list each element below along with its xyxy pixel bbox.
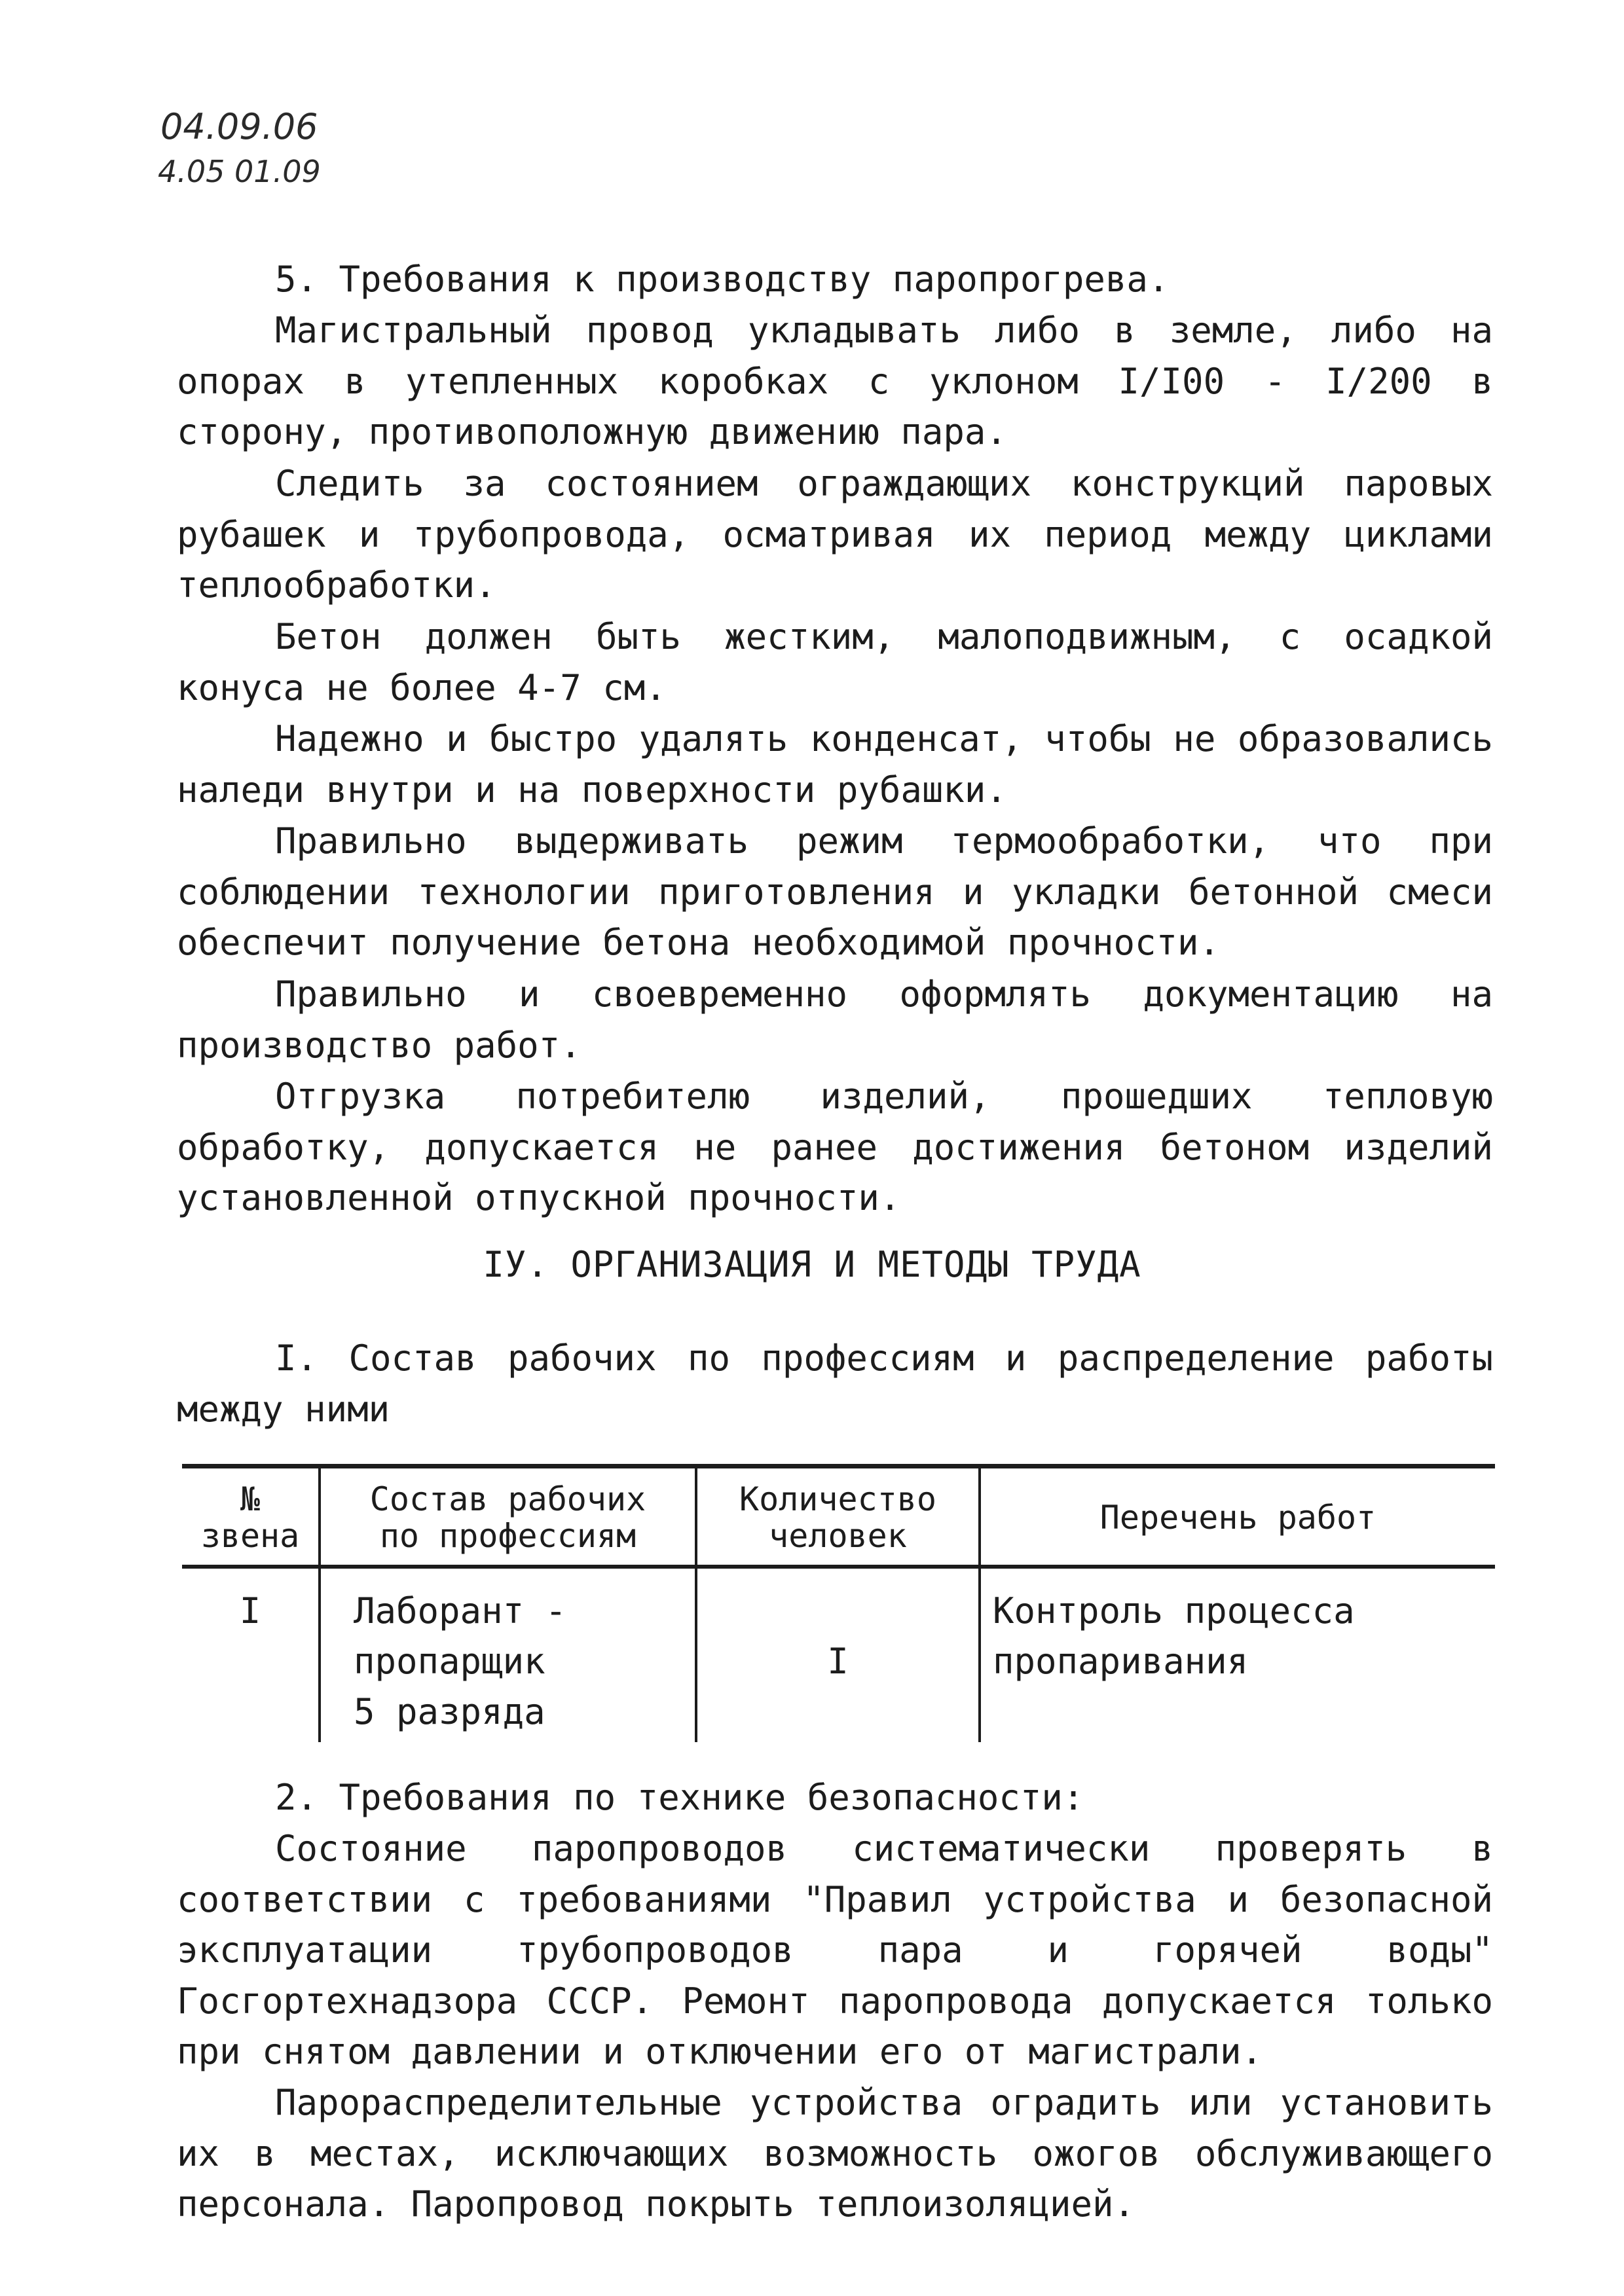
header-work-list: Перечень работ: [1099, 1499, 1376, 1537]
paragraph-shipment: Отгрузка потребителю изделий, прошедших тепловую обработку, допускается не ранее достижения бетоном изделий установленной отпускной прочности.: [177, 1076, 1493, 1218]
paragraph-pipelines: Состояние паропроводов систематически проверять в соответствии с требованиями "Правил устройства и безопасной эксплуатации трубопроводов пара и горячей воды" Госгортехнадзора СССР. Ремонт паропровода допускается только при снятом давлении и отключении его от магистрали.: [177, 1828, 1493, 2072]
header-staff-line1: Состав рабочих: [369, 1480, 646, 1518]
header-count-line2: человек: [769, 1517, 907, 1555]
doc-code-1: 04.09.06: [160, 106, 318, 147]
table-top-rule: [182, 1464, 1495, 1468]
section5-title: 5. Требования к производству паропрогрева.: [275, 259, 1170, 300]
subsection-staff-heading: I. Состав рабочих по профессиям и распределение работы между ними: [177, 1338, 1493, 1430]
row-work: [993, 1586, 1490, 1686]
paragraph-documentation: Правильно и своевременно оформлять документацию на производство работ.: [177, 974, 1493, 1066]
paragraph-condensate: Надежно и быстро удалять конденсат, чтобы не образовались наледи внутри и на поверхности рубашки.: [177, 718, 1493, 811]
paragraph-regime: Правильно выдерживать режим термообработки, что при соблюдении технологии приготовления и укладки бетонной смеси обеспечит получение бетона необходимой прочности.: [177, 820, 1493, 963]
section4-heading: IУ. ОРГАНИЗАЦИЯ И МЕТОДЫ ТРУДА: [483, 1244, 1141, 1285]
header-staff: [321, 1481, 695, 1554]
doc-code-2: 4.05 01.09: [158, 154, 321, 189]
safety-heading: 2. Требования по технике безопасности:: [275, 1777, 1084, 1818]
staff-table: [182, 1464, 1495, 1742]
row-staff-line2: пропарщик: [354, 1641, 545, 1682]
row-staff-line1: Лаборант -: [354, 1590, 567, 1631]
header-count: [697, 1481, 978, 1554]
header-staff-line2: по профессиям: [379, 1517, 637, 1555]
paragraph-main-line: Магистральный провод укладывать либо в земле, либо на опорах в утепленных коробках с уклоном I/I00 - I/200 в сторону, противоположную движению пара.: [177, 310, 1493, 452]
table-header-rule: [182, 1565, 1495, 1569]
header-unit-no-line1: №: [240, 1480, 261, 1518]
paragraph-concrete: Бетон должен быть жестким, малоподвижным, с осадкой конуса не более 4-7 см.: [177, 616, 1493, 708]
header-count-line1: Количество: [739, 1480, 937, 1518]
document-codes: [160, 105, 321, 194]
row-staff: [354, 1586, 694, 1737]
row-staff-line3: 5 разряда: [354, 1691, 545, 1732]
row-work-line1: Контроль процесса: [993, 1590, 1355, 1631]
paragraph-distribution-devices: Парораспределительные устройства оградить или установить их в местах, исключающих возможность ожогов обслуживающего персонала. Паропровод покрыть теплоизоляцией.: [177, 2082, 1493, 2225]
header-unit-no: [182, 1481, 318, 1554]
row-unit-no: I: [239, 1590, 261, 1631]
row-work-line2: пропаривания: [993, 1641, 1249, 1682]
row-count: I: [827, 1641, 849, 1682]
paragraph-enclosures: Следить за состоянием ограждающих конструкций паровых рубашек и трубопровода, осматривая их период между циклами теплообработки.: [177, 463, 1493, 606]
header-unit-no-line2: звена: [200, 1517, 300, 1555]
